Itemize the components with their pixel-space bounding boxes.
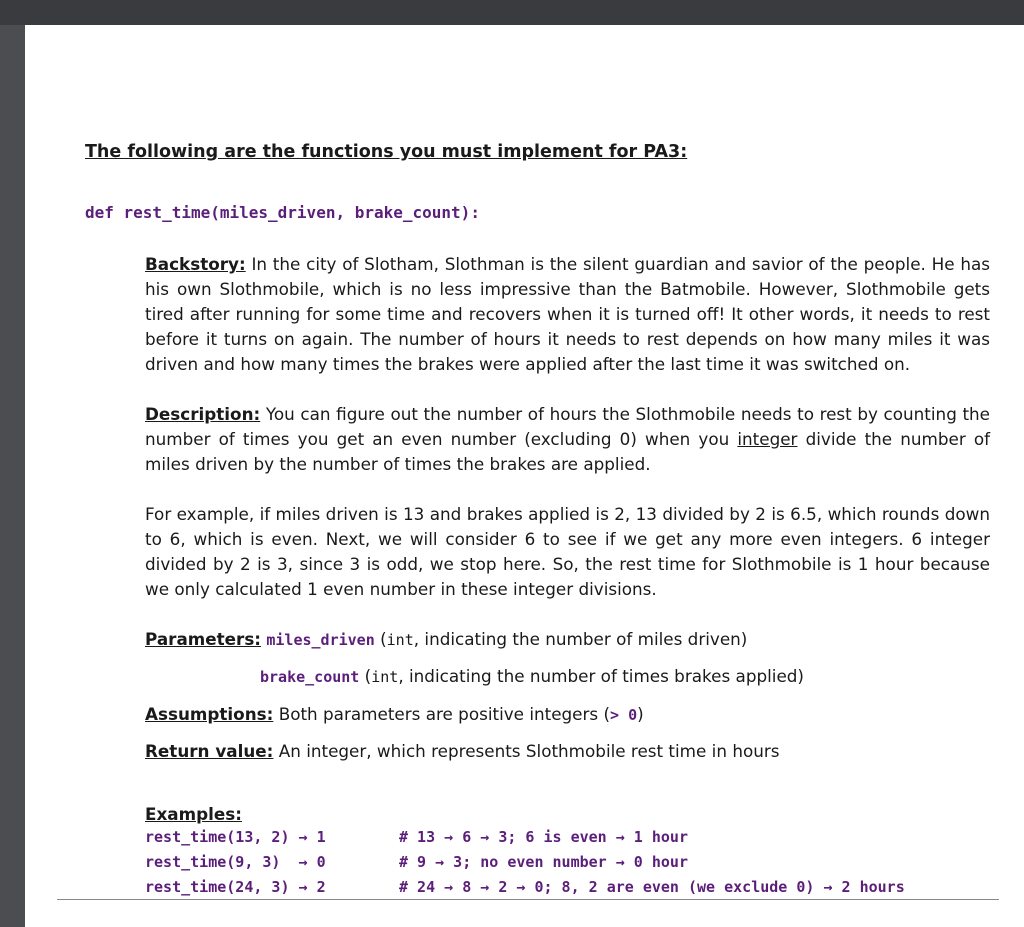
param-1-type: int bbox=[386, 631, 414, 649]
param-1-desc: , indicating the number of miles driven) bbox=[413, 629, 748, 649]
example-paragraph: For example, if miles driven is 13 and brakes applied is 2, 13 divided by 2 is 6.5, which rounds down to 6, which is even. Next, we will consider 6 to see if we get any more even integers. 6 integer divided by 2 is 3, since 3 is odd, we stop here. So, the rest time for Slothmobile is 1 hour because we only calculated 1 even number in these integer divisions. bbox=[145, 504, 990, 599]
parameters-label: Parameters: bbox=[145, 629, 262, 649]
document-page bbox=[25, 25, 1024, 927]
param-2-desc: , indicating the number of times brakes applied) bbox=[398, 666, 804, 686]
example-comment: # 9 → 3; no even number → 0 hour bbox=[399, 853, 688, 871]
description-label: Description: bbox=[145, 404, 261, 424]
param-brake-count: brake_count bbox=[260, 668, 360, 686]
assumptions-label: Assumptions: bbox=[145, 704, 274, 724]
return-value-line bbox=[145, 741, 780, 761]
example-call: rest_time(24, 3) → 2 bbox=[145, 878, 326, 896]
description-paragraph bbox=[145, 402, 990, 477]
example-comment: # 24 → 8 → 2 → 0; 8, 2 are even (we exclude 0) → 2 hours bbox=[399, 878, 905, 896]
examples-label bbox=[145, 804, 242, 824]
description-underlined: integer bbox=[737, 429, 798, 449]
example-comment: # 13 → 6 → 3; 6 is even → 1 hour bbox=[399, 828, 688, 846]
assumptions-line bbox=[145, 704, 644, 724]
backstory-paragraph bbox=[145, 252, 990, 377]
param-1-open: ( bbox=[374, 629, 387, 649]
description-text-b: divide the number of miles driven by the number of times the brakes are applied. bbox=[145, 429, 990, 474]
function-signature: def rest_time(miles_driven, brake_count): bbox=[85, 203, 480, 222]
return-value-label: Return value: bbox=[145, 741, 274, 761]
description-text-a: You can figure out the number of hours the Slothmobile needs to rest by counting the number of times you get an even number (excluding 0) when you bbox=[145, 404, 990, 449]
examples-label-text: Examples: bbox=[145, 804, 242, 824]
assumptions-text: Both parameters are positive integers ( bbox=[273, 704, 611, 724]
return-value-text: An integer, which represents Slothmobile rest time in hours bbox=[273, 741, 780, 761]
example-call: rest_time(13, 2) → 1 bbox=[145, 828, 326, 846]
parameter-line-1 bbox=[145, 629, 747, 649]
parameter-line-2 bbox=[260, 666, 804, 686]
assumptions-code: > 0 bbox=[610, 706, 638, 724]
backstory-label: Backstory: bbox=[145, 254, 246, 274]
section-heading: The following are the functions you must implement for PA3: bbox=[85, 142, 688, 162]
assumptions-close: ) bbox=[637, 704, 644, 724]
example-call: rest_time(9, 3) → 0 bbox=[145, 853, 326, 871]
backstory-text: In the city of Slotham, Slothman is the silent guardian and savior of the people. He has his own Slothmobile, which is no less impressive than the Batmobile. However, Slothmobile gets tired after running for some time and recovers when it is turned off! It other words, it needs to rest before it turns on again. The number of hours it needs to rest depends on how many miles it was driven and how many times the brakes were applied after the last time it was switched on. bbox=[145, 254, 990, 374]
bottom-divider bbox=[57, 899, 999, 900]
param-2-open: ( bbox=[359, 666, 372, 686]
viewer-top-bar bbox=[0, 0, 1024, 25]
param-2-type: int bbox=[371, 668, 399, 686]
param-miles-driven: miles_driven bbox=[266, 631, 375, 649]
